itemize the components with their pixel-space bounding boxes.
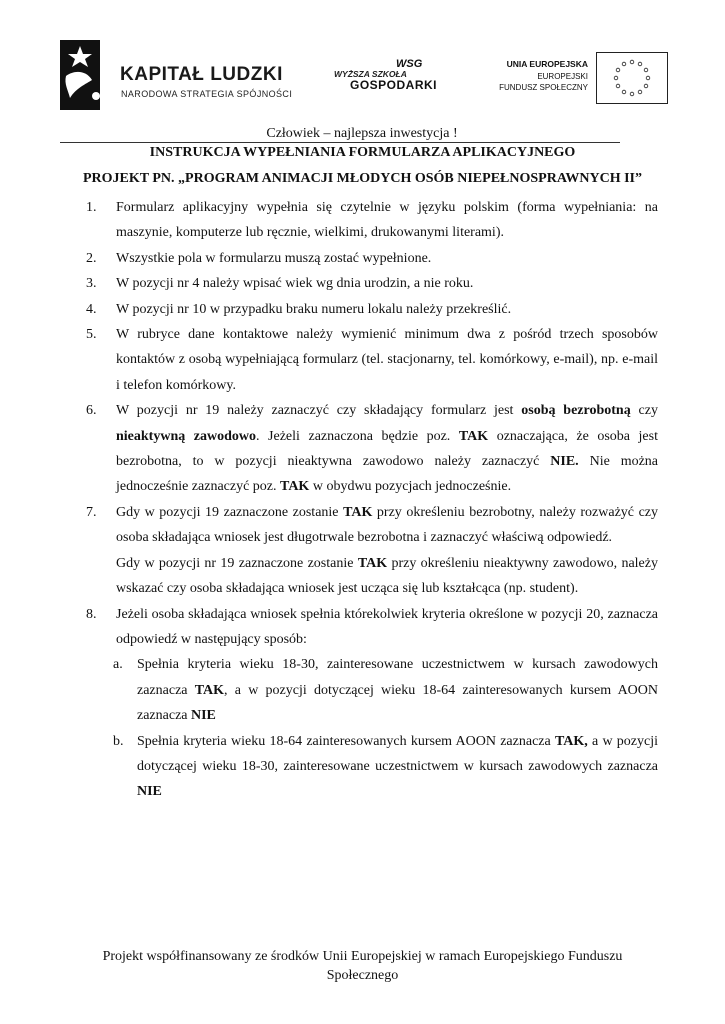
- text-run: Gdy w pozycji nr 19 zaznaczone zostanie: [116, 555, 358, 571]
- sub-item-text: [137, 657, 658, 723]
- kapital-ludzki-title: KAPITAŁ LUDZKI: [120, 64, 283, 85]
- text-run: Spełnia kryteria wieku 18-30, zainteresowane uczestnictwem w kursach zawodowych zaznacza: [137, 657, 658, 698]
- item-number: 2.: [86, 250, 97, 266]
- item-number: 1.: [86, 200, 97, 215]
- text-run: w obydwu pozycjach jednocześnie.: [309, 479, 512, 495]
- list-item: [83, 602, 658, 653]
- eu-flag-icon: [596, 52, 668, 104]
- sub-item-text: [137, 734, 658, 800]
- text-run: Spełnia kryteria wieku 18-64 zainteresowanych kursem AOON zaznacza: [137, 733, 555, 749]
- list-item: [83, 500, 658, 602]
- sub-list-item: [83, 729, 658, 805]
- list-item: [83, 322, 658, 398]
- item-number: 4.: [86, 301, 97, 317]
- item-text: Jeżeli osoba składająca wniosek spełnia którekolwiek kryteria określone w pozycji 20, zaznacza odpowiedź w następujący sposób:: [116, 606, 658, 647]
- eu-line-1: UNIA EUROPEJSKA: [506, 59, 588, 69]
- bold-run: NIE.: [550, 454, 579, 470]
- list-item: [83, 195, 658, 246]
- eu-logo: [494, 52, 674, 112]
- bold-run: NIE: [191, 708, 216, 724]
- wsg-mark: WSG: [396, 58, 423, 70]
- list-item: [83, 398, 658, 500]
- bold-run: TAK: [343, 504, 373, 520]
- item-text: Wszystkie pola w formularzu muszą zostać wypełnione.: [116, 250, 432, 266]
- bold-run: TAK: [194, 682, 225, 698]
- bold-run: TAK: [458, 428, 489, 444]
- item-number: 3.: [86, 276, 97, 292]
- item-text: W rubryce dane kontaktowe należy wymienić minimum dwa z pośród trzech sposobów kontaktów z osobą wypełniającą formularz (tel. stacjonarny, tel. komórkowy, e-mail), np. e-mail i telefon komórkowy.: [116, 327, 658, 393]
- project-title: PROJEKT PN. „PROGRAM ANIMACJI MŁODYCH OSÓB NIEPEŁNOSPRAWNYCH II”: [83, 171, 642, 186]
- item-text: [116, 551, 658, 602]
- sub-item-label: a.: [113, 657, 123, 673]
- bold-run: TAK,: [554, 733, 588, 749]
- item-number: 7.: [86, 504, 97, 520]
- item-text: [116, 500, 658, 551]
- list-item: [83, 297, 658, 322]
- item-number: 5.: [86, 327, 97, 343]
- item-number: 6.: [86, 403, 97, 419]
- eu-line-2: EUROPEJSKI: [537, 72, 588, 81]
- header-slogan: Człowiek – najlepsza inwestycja !: [266, 126, 458, 141]
- text-run: Nie można jednocześnie zaznaczyć poz.: [116, 454, 659, 495]
- text-run: a w pozycji dotyczącej wieku 18-30, zainteresowane uczestnictwem w kursach zawodowych zaznacza: [137, 733, 658, 774]
- logo-bar: [0, 30, 725, 110]
- item-text: W pozycji nr 4 należy wpisać wiek wg dnia urodzin, a nie roku.: [116, 276, 474, 292]
- text-run: oznaczająca, że osoba jest bezrobotna, to w pozycji nieaktywna zawodowo należy zaznaczyć: [116, 428, 658, 470]
- text-run: W pozycji nr 19 należy zaznaczyć czy składający formularz jest: [116, 403, 522, 419]
- text-run: Gdy w pozycji 19 zaznaczone zostanie: [116, 504, 344, 520]
- bold-run: nieaktywną zawodowo: [116, 428, 257, 444]
- text-run: przy określeniu nieaktywny zawodowo, należy wskazać czy osoba składająca wniosek jest ucząca się lub kształcąca (np. student).: [116, 555, 658, 597]
- wsg-line-1: WYŻSZA SZKOŁA: [334, 69, 407, 79]
- sub-item-label: b.: [113, 733, 124, 749]
- text-run: przy określeniu bezrobotny, należy rozważyć czy osoba składająca wniosek jest długotrwale bezrobotna i zaznaczyć właściwą odpowiedź.: [116, 504, 658, 546]
- kapital-ludzki-emblem-icon: [52, 40, 108, 110]
- list-item: [83, 246, 658, 271]
- header-divider: [60, 142, 620, 143]
- bold-run: TAK: [357, 555, 388, 571]
- bold-run: NIE: [137, 784, 162, 800]
- instruction-list: [83, 195, 658, 805]
- item-text: Formularz aplikacyjny wypełnia się czytelnie w języku polskim (forma wypełniania: na maszynie, komputerze lub ręcznie, wielkimi, drukowanymi literami).: [116, 200, 658, 241]
- text-run: , a w pozycji dotyczącej wieku 18-64 zainteresowanych kursem AOON zaznacza: [137, 682, 659, 724]
- text-run: . Jeżeli zaznaczona będzie poz.: [256, 428, 459, 444]
- item-number: 8.: [86, 606, 97, 622]
- sub-list-item: [83, 652, 658, 728]
- document-title: INSTRUKCJA WYPEŁNIANIA FORMULARZA APLIKACYJNEGO: [149, 145, 576, 160]
- footer-note: Projekt współfinansowany ze środków Unii Europejskiej w ramach Europejskiego Funduszu Społecznego: [102, 949, 623, 983]
- bold-run: osobą bezrobotną: [521, 403, 631, 419]
- item-text: W pozycji nr 10 w przypadku braku numeru lokalu należy przekreślić.: [116, 301, 512, 317]
- item-text: [116, 403, 658, 494]
- kapital-ludzki-logo: [52, 40, 292, 110]
- list-item: [83, 271, 658, 296]
- text-run: czy: [630, 403, 658, 419]
- eu-line-3: FUNDUSZ SPOŁECZNY: [499, 83, 588, 92]
- bold-run: TAK: [280, 479, 310, 495]
- wsg-line-2: GOSPODARKI: [350, 78, 438, 92]
- wsg-logo: [334, 58, 444, 98]
- kapital-ludzki-subtitle: NARODOWA STRATEGIA SPÓJNOŚCI: [121, 89, 293, 99]
